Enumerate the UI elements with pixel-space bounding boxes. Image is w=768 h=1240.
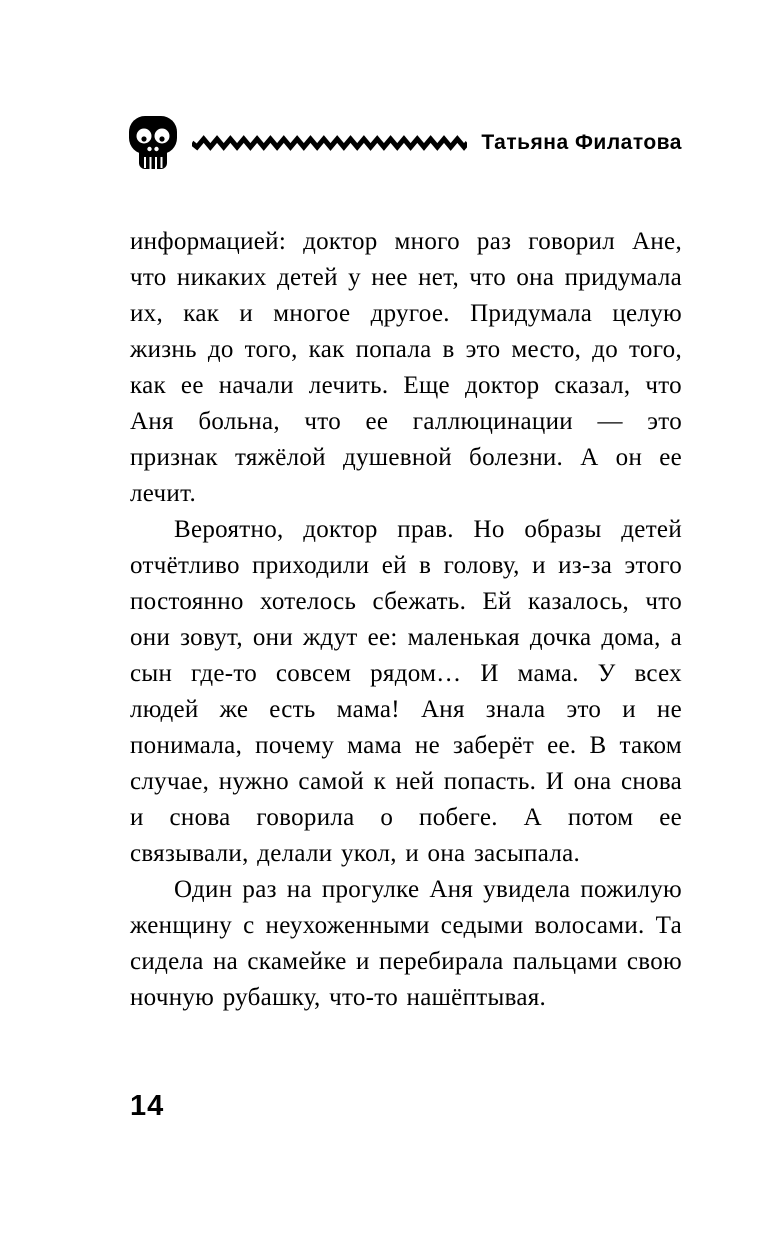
- page-number: 14: [130, 1090, 165, 1122]
- paragraph: информацией: доктор много раз говорил Ане, что никаких детей у нее нет, что она придумала их, как и многое другое. Придумала целую жизнь до того, как попала в это место, до того, как ее начали лечить. Еще доктор сказал, что Аня больна, что ее галлюцинации — это признак тяжёлой душевной болезни. А он ее лечит.: [130, 228, 682, 507]
- paragraph: Вероятно, доктор прав. Но образы детей отчётливо приходили ей в голову, и из-за этого постоянно хотелось сбежать. Ей казалось, что они зовут, они ждут ее: маленькая дочка дома, а сын где-то совсем рядом… И мама. У всех людей же есть мама! Аня знала это и не понимала, почему мама не заберёт ее. В таком случае, нужно самой к ней попасть. И она снова и снова говорила о побеге. А потом ее связывали, делали укол, и она засыпала.: [130, 516, 682, 867]
- skull-icon: [126, 113, 180, 173]
- author-name: Татьяна Филатова: [481, 131, 682, 154]
- body-text: [130, 224, 682, 1016]
- page-header: [126, 112, 682, 174]
- paragraph: Один раз на прогулке Аня увидела пожилую женщину с неухоженными седыми волосами. Та сидела на скамейке и перебирала пальцами свою ночную рубашку, что-то нашёптывая.: [130, 876, 682, 1011]
- zigzag-rule-icon: [192, 134, 467, 152]
